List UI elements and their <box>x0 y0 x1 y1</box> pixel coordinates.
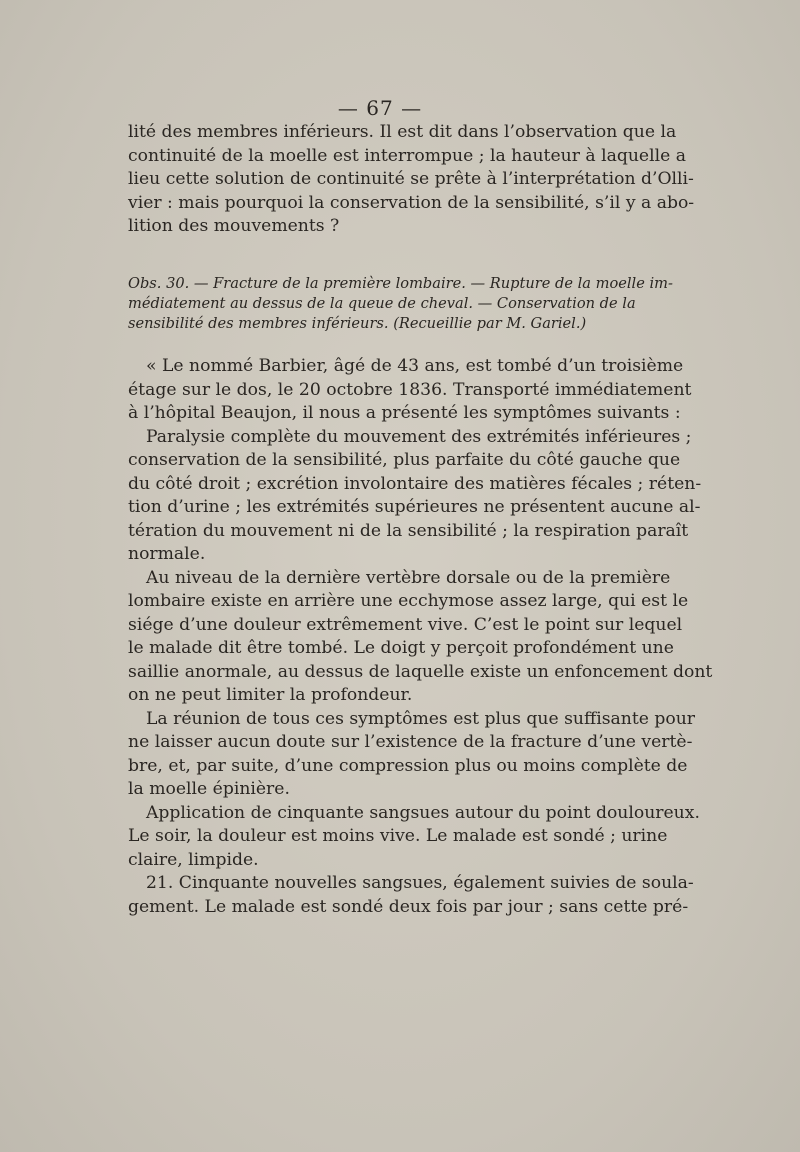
body-line: tion d’urine ; les extrémités supérieures ne présentent aucune al- <box>128 497 701 517</box>
body-line: ne laisser aucun doute sur l’existence de la fracture d’une vertè- <box>128 732 693 752</box>
body-line: Le soir, la douleur est moins vive. Le malade est sondé ; urine <box>128 826 668 846</box>
body-line: conservation de la sensibilité, plus parfaite du côté gauche que <box>128 450 681 470</box>
body-line: Application de cinquante sangsues autour du point douloureux. <box>146 802 700 823</box>
top-paragraph <box>128 121 695 239</box>
body-line: bre, et, par suite, d’une compression plus ou moins complète de <box>128 755 688 776</box>
body-line: à l’hôpital Beaujon, il nous a présenté les symptômes suivants : <box>128 403 681 423</box>
body-line: « Le nommé Barbier, âgé de 43 ans, est tombé d’un troisième <box>146 356 684 376</box>
body-line: lombaire existe en arrière une ecchymose assez large, qui est le <box>128 591 689 611</box>
observation-header <box>128 274 673 334</box>
body-line: normale. <box>128 544 206 564</box>
text-line: lité des membres inférieurs. Il est dit dans l’observation que la <box>128 122 677 142</box>
body-line: gement. Le malade est sondé deux fois par jour ; sans cette pré- <box>128 896 689 917</box>
body-line: siége d’une douleur extrêmement vive. C’est le point sur lequel <box>128 614 683 635</box>
text-line: lieu cette solution de continuité se prête à l’interprétation d’Olli- <box>128 169 694 189</box>
body-line: La réunion de tous ces symptômes est plus que suffisante pour <box>146 708 696 729</box>
body-line: le malade dit être tombé. Le doigt y perçoit profondément une <box>128 638 674 658</box>
body-line: du côté droit ; excrétion involontaire des matières fécales ; réten- <box>128 473 702 494</box>
body-line: Au niveau de la dernière vertèbre dorsale ou de la première <box>146 567 671 588</box>
body-line: tération du mouvement ni de la sensibilité ; la respiration paraît <box>128 520 689 541</box>
page-number: — 67 — <box>337 96 423 120</box>
body-line: étage sur le dos, le 20 octobre 1836. Transporté immédiatement <box>128 379 692 400</box>
text-line: lition des mouvements ? <box>128 216 340 236</box>
body-line: Paralysie complète du mouvement des extrémités inférieures ; <box>146 426 692 447</box>
observation-line: sensibilité des membres inférieurs. (Recueillie par M. Gariel.) <box>128 315 587 332</box>
text-line: continuité de la moelle est interrompue ; la hauteur à laquelle a <box>128 145 686 166</box>
observation-line: Obs. 30. — Fracture de la première lombaire. — Rupture de la moelle im- <box>128 275 673 292</box>
text-line: vier : mais pourquoi la conservation de la sensibilité, s’il y a abo- <box>128 192 695 213</box>
body-line: on ne peut limiter la profondeur. <box>128 685 413 705</box>
body-line: claire, limpide. <box>128 849 259 870</box>
observation-body <box>128 355 713 919</box>
body-line: la moelle épinière. <box>128 779 290 799</box>
body-line: 21. Cinquante nouvelles sangsues, également suivies de soula- <box>146 873 694 893</box>
body-line: saillie anormale, au dessus de laquelle existe un enfoncement dont <box>128 661 713 682</box>
observation-line: médiatement au dessus de la queue de cheval. — Conservation de la <box>128 295 636 312</box>
